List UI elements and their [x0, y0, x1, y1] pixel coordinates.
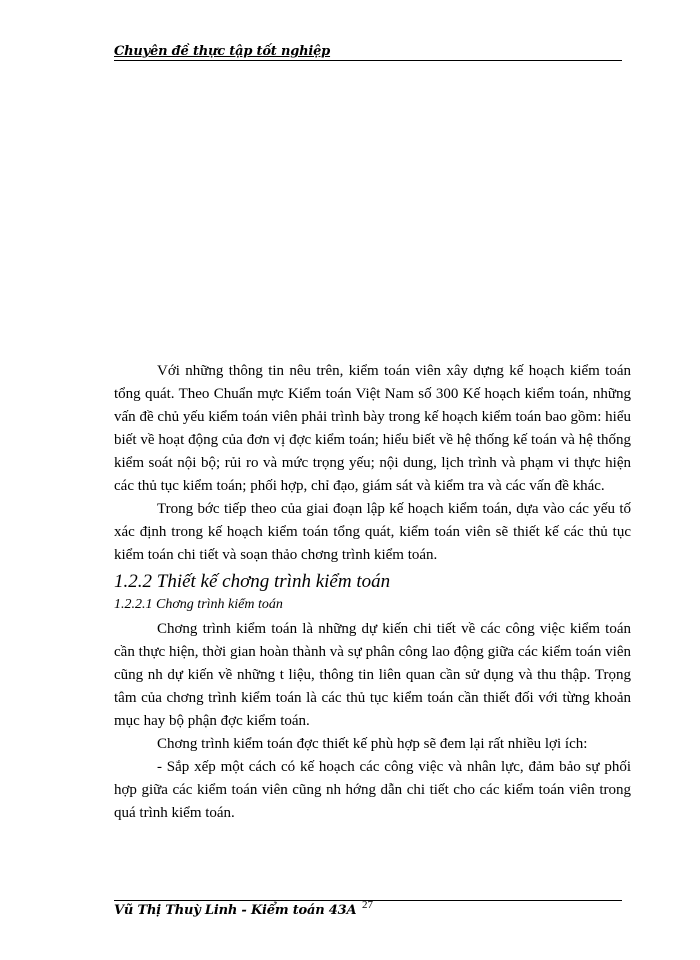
header-title: Chuyên đề thực tập tốt nghiệp: [114, 44, 331, 59]
paragraph-3: Chơng trình kiểm toán là những dự kiến chi tiết về các công việc kiểm toán cần thực hiện, thời gian hoàn thành và sự phân công lao động giữa các kiểm toán viên cũng nh dự kiến về những t liệu, thông tin liên quan cần sử dụng và thu thập. Trọng tâm của chơng trình kiểm toán là các thủ tục kiểm toán cần thiết đối với từng khoản mục hay bộ phận đợc kiểm toán.: [114, 621, 631, 729]
page-number: 27: [362, 899, 373, 911]
paragraph-1: Với những thông tin nêu trên, kiểm toán viên xây dựng kế hoạch kiểm toán tổng quát. Theo Chuẩn mực Kiểm toán Việt Nam số 300 Kế hoạch kiểm toán, những vấn đề chủ yếu kiểm toán viên phải trình bày trong kế hoạch kiểm toán bao gồm: hiểu biết về hoạt động của đơn vị đợc kiểm toán; hiểu biết về hệ thống kế toán và hệ thống kiểm soát nội bộ; rủi ro và mức trọng yếu; nội dung, lịch trình và phạm vi thực hiện các thủ tục kiểm toán; phối hợp, chỉ đạo, giám sát và kiểm tra và các vấn đề khác.: [114, 363, 631, 494]
subsection-heading-1-2-2-1: 1.2.2.1 Chơng trình kiểm toán: [114, 597, 283, 612]
page-header: [114, 44, 624, 62]
page-body: [114, 360, 631, 825]
paragraph-4: Chơng trình kiểm toán đợc thiết kế phù hợp sẽ đem lại rất nhiều lợi ích:: [157, 736, 588, 752]
footer-author: Vũ Thị Thuỳ Linh - Kiểm toán 43A: [114, 903, 357, 918]
section-heading-1-2-2: 1.2.2 Thiết kế chơng trình kiểm toán: [114, 571, 391, 592]
header-rule: [114, 60, 622, 61]
paragraph-2: Trong bớc tiếp theo của giai đoạn lập kế hoạch kiểm toán, dựa vào các yếu tố xác định trong kế hoạch kiểm toán tổng quát, kiểm toán viên sẽ thiết kế các thủ tục kiểm toán chi tiết và soạn thảo chơng trình kiểm toán.: [114, 501, 631, 563]
paragraph-5: - Sắp xếp một cách có kế hoạch các công việc và nhân lực, đảm bảo sự phối hợp giữa các kiểm toán viên cũng nh hớng dẫn chi tiết cho các kiểm toán viên trong quá trình kiểm toán.: [114, 759, 631, 821]
